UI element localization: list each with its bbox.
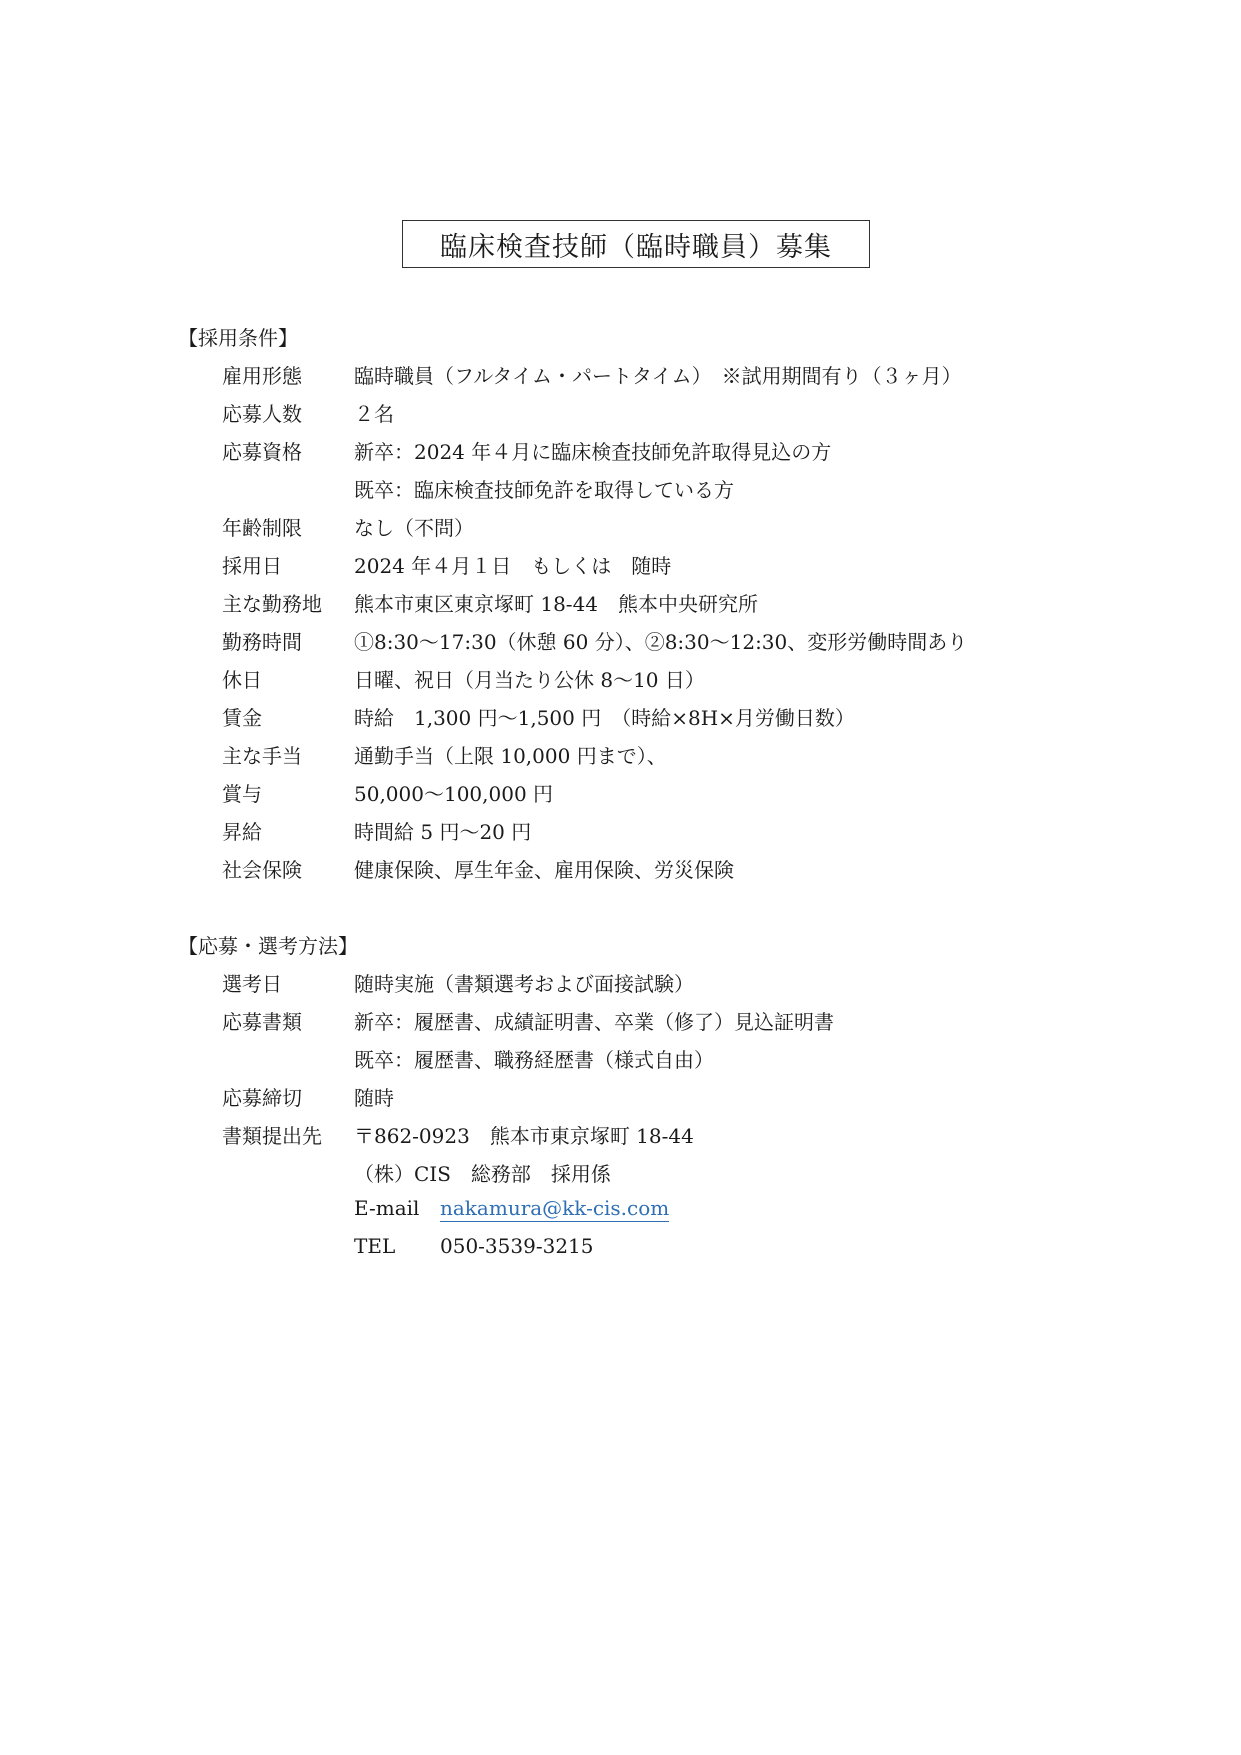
row-value: ２名 [354,402,394,426]
row-value: ①8:30～17:30（休憩 60 分）、②8:30～12:30、変形労働時間あり [354,630,968,654]
row-label: 昇給 [222,820,262,844]
row-value: 日曜、祝日（月当たり公休 8～10 日） [354,668,705,692]
row-label: 勤務時間 [222,630,302,654]
row-tel [354,1234,594,1258]
row-label: 応募締切 [222,1086,302,1110]
row-label: 応募書類 [222,1010,302,1034]
row-label: 応募資格 [222,440,302,464]
row-label: 社会保険 [222,858,302,882]
row-label: 書類提出先 [222,1124,322,1148]
row-qualifications-extra: 既卒：臨床検査技師免許を取得している方 [354,478,734,502]
row-value: 新卒：2024 年４月に臨床検査技師免許取得見込の方 [354,440,832,464]
row-value: 熊本市東区東京塚町 18-44 熊本中央研究所 [354,592,759,616]
row-label: 年齢制限 [222,516,302,540]
page-title: 臨床検査技師（臨時職員）募集 [402,220,870,268]
row-value: 時給 1,300 円～1,500 円 （時給×8H×月労働日数） [354,706,855,730]
row-value: 通勤手当（上限 10,000 円まで）、 [354,744,667,768]
row-application-documents-extra: 既卒：履歴書、職務経歴書（様式自由） [354,1048,714,1072]
row-label: 採用日 [222,554,282,578]
row-label: 賞与 [222,782,262,806]
row-label: 賃金 [222,706,262,730]
row-value: 50,000～100,000 円 [354,782,554,806]
row-submission-department: （株）CIS 総務部 採用係 [354,1162,611,1186]
row-email [354,1196,669,1220]
application-section-header: 【応募・選考方法】 [178,934,358,958]
row-value: 〒862-0923 熊本市東京塚町 18-44 [354,1124,694,1148]
row-value: 新卒：履歴書、成績証明書、卒業（修了）見込証明書 [354,1010,834,1034]
row-value: 健康保険、厚生年金、雇用保険、労災保険 [354,858,734,882]
row-value: 随時実施（書類選考および面接試験） [354,972,694,996]
tel-number: 050-3539-3215 [440,1234,594,1258]
row-label: 休日 [222,668,262,692]
row-label: 応募人数 [222,402,302,426]
row-value: 時間給 5 円～20 円 [354,820,532,844]
row-label: 雇用形態 [222,364,302,388]
row-value: 臨時職員（フルタイム・パートタイム） ※試用期間有り（３ヶ月） [354,364,962,388]
email-link[interactable]: nakamura@kk-cis.com [440,1196,670,1220]
row-value: なし（不問） [354,516,474,540]
row-label: 選考日 [222,972,282,996]
row-label: 主な勤務地 [222,592,322,616]
email-label: E-mail [354,1196,420,1220]
row-value: 2024 年４月１日 もしくは 随時 [354,554,672,578]
tel-label: TEL [354,1234,396,1258]
row-label: 主な手当 [222,744,302,768]
recruitment-section-header: 【採用条件】 [178,326,298,350]
row-value: 随時 [354,1086,394,1110]
